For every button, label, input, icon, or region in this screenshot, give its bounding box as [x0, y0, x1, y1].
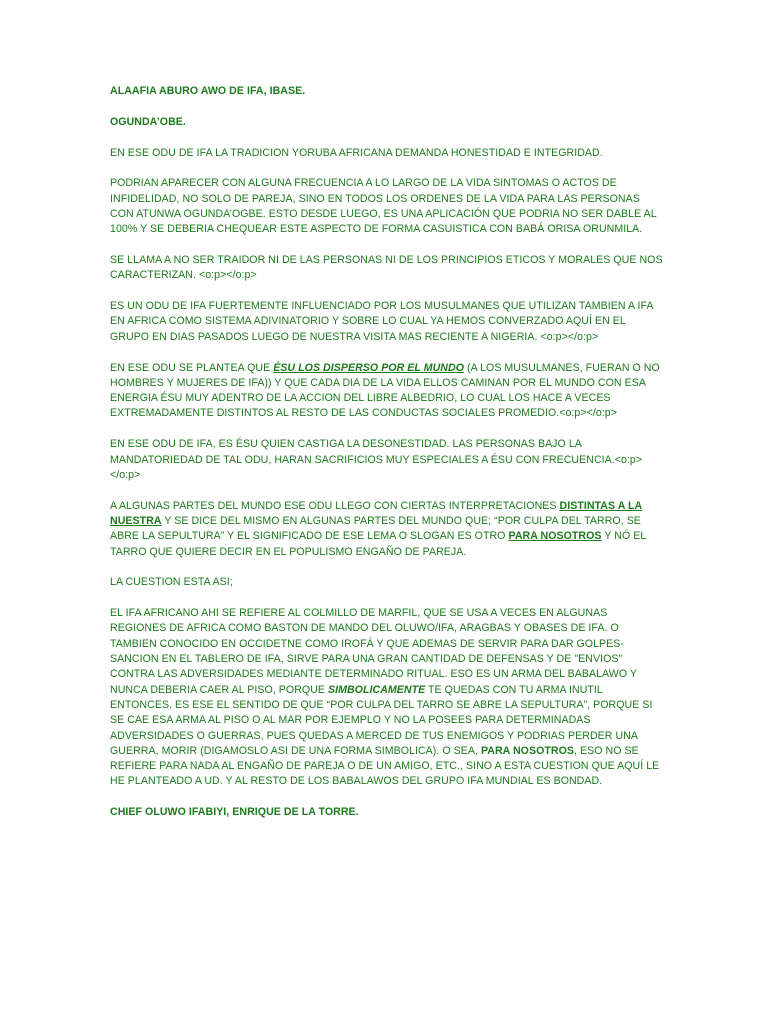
document-body — [110, 84, 666, 836]
paragraph-9-emphasis-2: PARA NOSOTROS — [480, 744, 575, 757]
paragraph-9-emphasis-1: SIMBOLICAMENTE — [328, 683, 426, 696]
paragraph-7-rest: Y NÓ EL TARRO QUE QUIERE DECIR EN EL POPULISMO ENGAÑO DE PAREJA. — [110, 530, 646, 558]
paragraph-5-rest: (A LOS MUSULMANES, FUERAN O NO HOMBRES Y MUJERES DE IFA)) Y QUE CADA DIA DE LA VIDA ELLOS CAMINAN POR EL MUNDO CON ESA ENERGIA ÉSU MUY ADENTRO DE LA ACCION DEL LIBRE ALBEDRIO, LO CUAL LOS HACE A VECES EXTREMADAMENTE DISTINTOS AL RESTO DE LAS CONDUCTAS SOCIALES PROMEDIO.<o:p></o:p> — [110, 361, 660, 420]
paragraph-7 — [110, 499, 666, 560]
paragraph-6: EN ESE ODU DE IFA, ES ÉSU QUIEN CASTIGA LA DESONESTIDAD. LAS PERSONAS BAJO LA MANDATORIEDAD DE TAL ODU, HARAN SACRIFICIOS MUY ESPECIALES A ÉSU CON FRECUENCIA.<o:p></o:p> — [110, 438, 643, 481]
paragraph-7-emphasis-2: PARA NOSOTROS — [508, 530, 602, 543]
paragraph-4: ES UN ODU DE IFA FUERTEMENTE INFLUENCIADO POR LOS MUSULMANES QUE UTILIZAN TAMBIEN A IFA EN AFRICA COMO SISTEMA ADIVINATORIO Y SOBRE LO CUAL YA HEMOS CONVERZADO AQUÍ EN EL GRUPO EN DIAS PASADOS LUEGO DE NUESTRA VISITA MAS RECIENTE A NIGERIA. <o:p></o:p> — [110, 300, 653, 343]
paragraph-8: LA CUESTION ESTA ASI; — [110, 576, 233, 589]
paragraph-3: SE LLAMA A NO SER TRAIDOR NI DE LAS PERSONAS NI DE LOS PRINCIPIOS ETICOS Y MORALES QUE NOS CARACTERIZAN. <o:p></o:p> — [110, 254, 663, 282]
paragraph-5 — [110, 361, 666, 422]
paragraph-9-lead: EL IFA AFRICANO AHI SE REFIERE AL COLMILLO DE MARFIL, QUE SE USA A VECES EN ALGUNAS REGIONES DE AFRICA COMO BASTON DE MANDO DEL OLUWO/IFA, ARAGBAS Y OBASES DE IFA. O TAMBIEN CONOCIDO EN OCCIDETNE COMO IROFÁ Y QUE ADEMAS DE SERVIR PARA DAR GOLPES-SANCION EN EL TABLERO DE IFA, SIRVE PARA UNA GRAN CANTIDAD DE DEFENSAS Y DE "ENVIOS" CONTRA LAS ADVERSIDADES MEDIANTE DETERMINADO RITUAL. ESO ES UN ARMA DEL BABALAWO Y NUNCA DEBERIA CAER AL PISO, PORQUE — [110, 607, 637, 696]
greeting-heading: ALAAFIA ABURO AWO DE IFA, IBASE. — [110, 85, 306, 97]
paragraph-9 — [110, 606, 666, 790]
paragraph-9-rest: , ESO NO SE REFIERE PARA NADA AL ENGAÑO DE PAREJA O DE UN AMIGO, ETC., SINO A ESTA CUESTION QUE AQUÍ LE HE PLANTEADO A UD. Y AL RESTO DE LOS BABALAWOS DEL GRUPO IFA MUNDIAL ES BONDAD. — [110, 744, 660, 788]
paragraph-5-emphasis: ÉSU LOS DISPERSO POR EL MUNDO — [273, 361, 464, 374]
paragraph-7-lead: A ALGUNAS PARTES DEL MUNDO ESE ODU LLEGO CON CIERTAS INTERPRETACIONES — [110, 499, 560, 512]
paragraph-9-middle: TE QUEDAS CON TU ARMA INUTIL ENTONCES. ES ESE EL SENTIDO DE QUE “POR CULPA DEL TARRO SE ABRE LA SEPULTURA”, PORQUE SI SE CAE ESA ARMA AL PISO O AL MAR POR EJEMPLO Y NO LA POSEES PARA DETERMINADAS ADVERSIDADES O GUERRAS, PUES QUEDAS A MERCED DE TUS ENEMIGOS Y PODRIAS PERDER UNA GUERRA, MORIR (DIGAMOSLO ASI DE UNA FORMA SIMBOLICA). O SEA, — [110, 683, 653, 757]
paragraph-7-middle: Y SE DICE DEL MISMO EN ALGUNAS PARTES DEL MUNDO QUE; “POR CULPA DEL TARRO, SE ABRE LA SEPULTURA” Y EL SIGNIFICADO DE ESE LEMA O SLOGAN ES OTRO — [110, 514, 641, 543]
paragraph-5-lead: EN ESE ODU SE PLANTEA QUE — [110, 361, 274, 374]
paragraph-2: PODRIAN APARECER CON ALGUNA FRECUENCIA A LO LARGO DE LA VIDA SINTOMAS O ACTOS DE INFIDELIDAD, NO SOLO DE PAREJA, SINO EN TODOS LOS ORDENES DE LA VIDA PARA LAS PERSONAS CON ATUNWA OGUNDA’OGBE. ESTO DESDE LUEGO, ES UNA APLICACIÓN QUE PODRIA NO SER DABLE AL 100% Y SE DEBERIA CHEQUEAR ESTE ASPECTO DE FORMA CASUISTICA CON BABÁ ORISA ORUNMILA. — [110, 177, 657, 236]
odu-title: OGUNDA’OBE. — [110, 115, 186, 128]
paragraph-7-emphasis-1: DISTINTAS A LA NUESTRA — [110, 499, 643, 527]
signature: CHIEF OLUWO IFABIYI, ENRIQUE DE LA TORRE. — [110, 806, 359, 819]
paragraph-1: EN ESE ODU DE IFA LA TRADICION YORUBA AFRICANA DEMANDA HONESTIDAD E INTEGRIDAD. — [110, 146, 603, 159]
